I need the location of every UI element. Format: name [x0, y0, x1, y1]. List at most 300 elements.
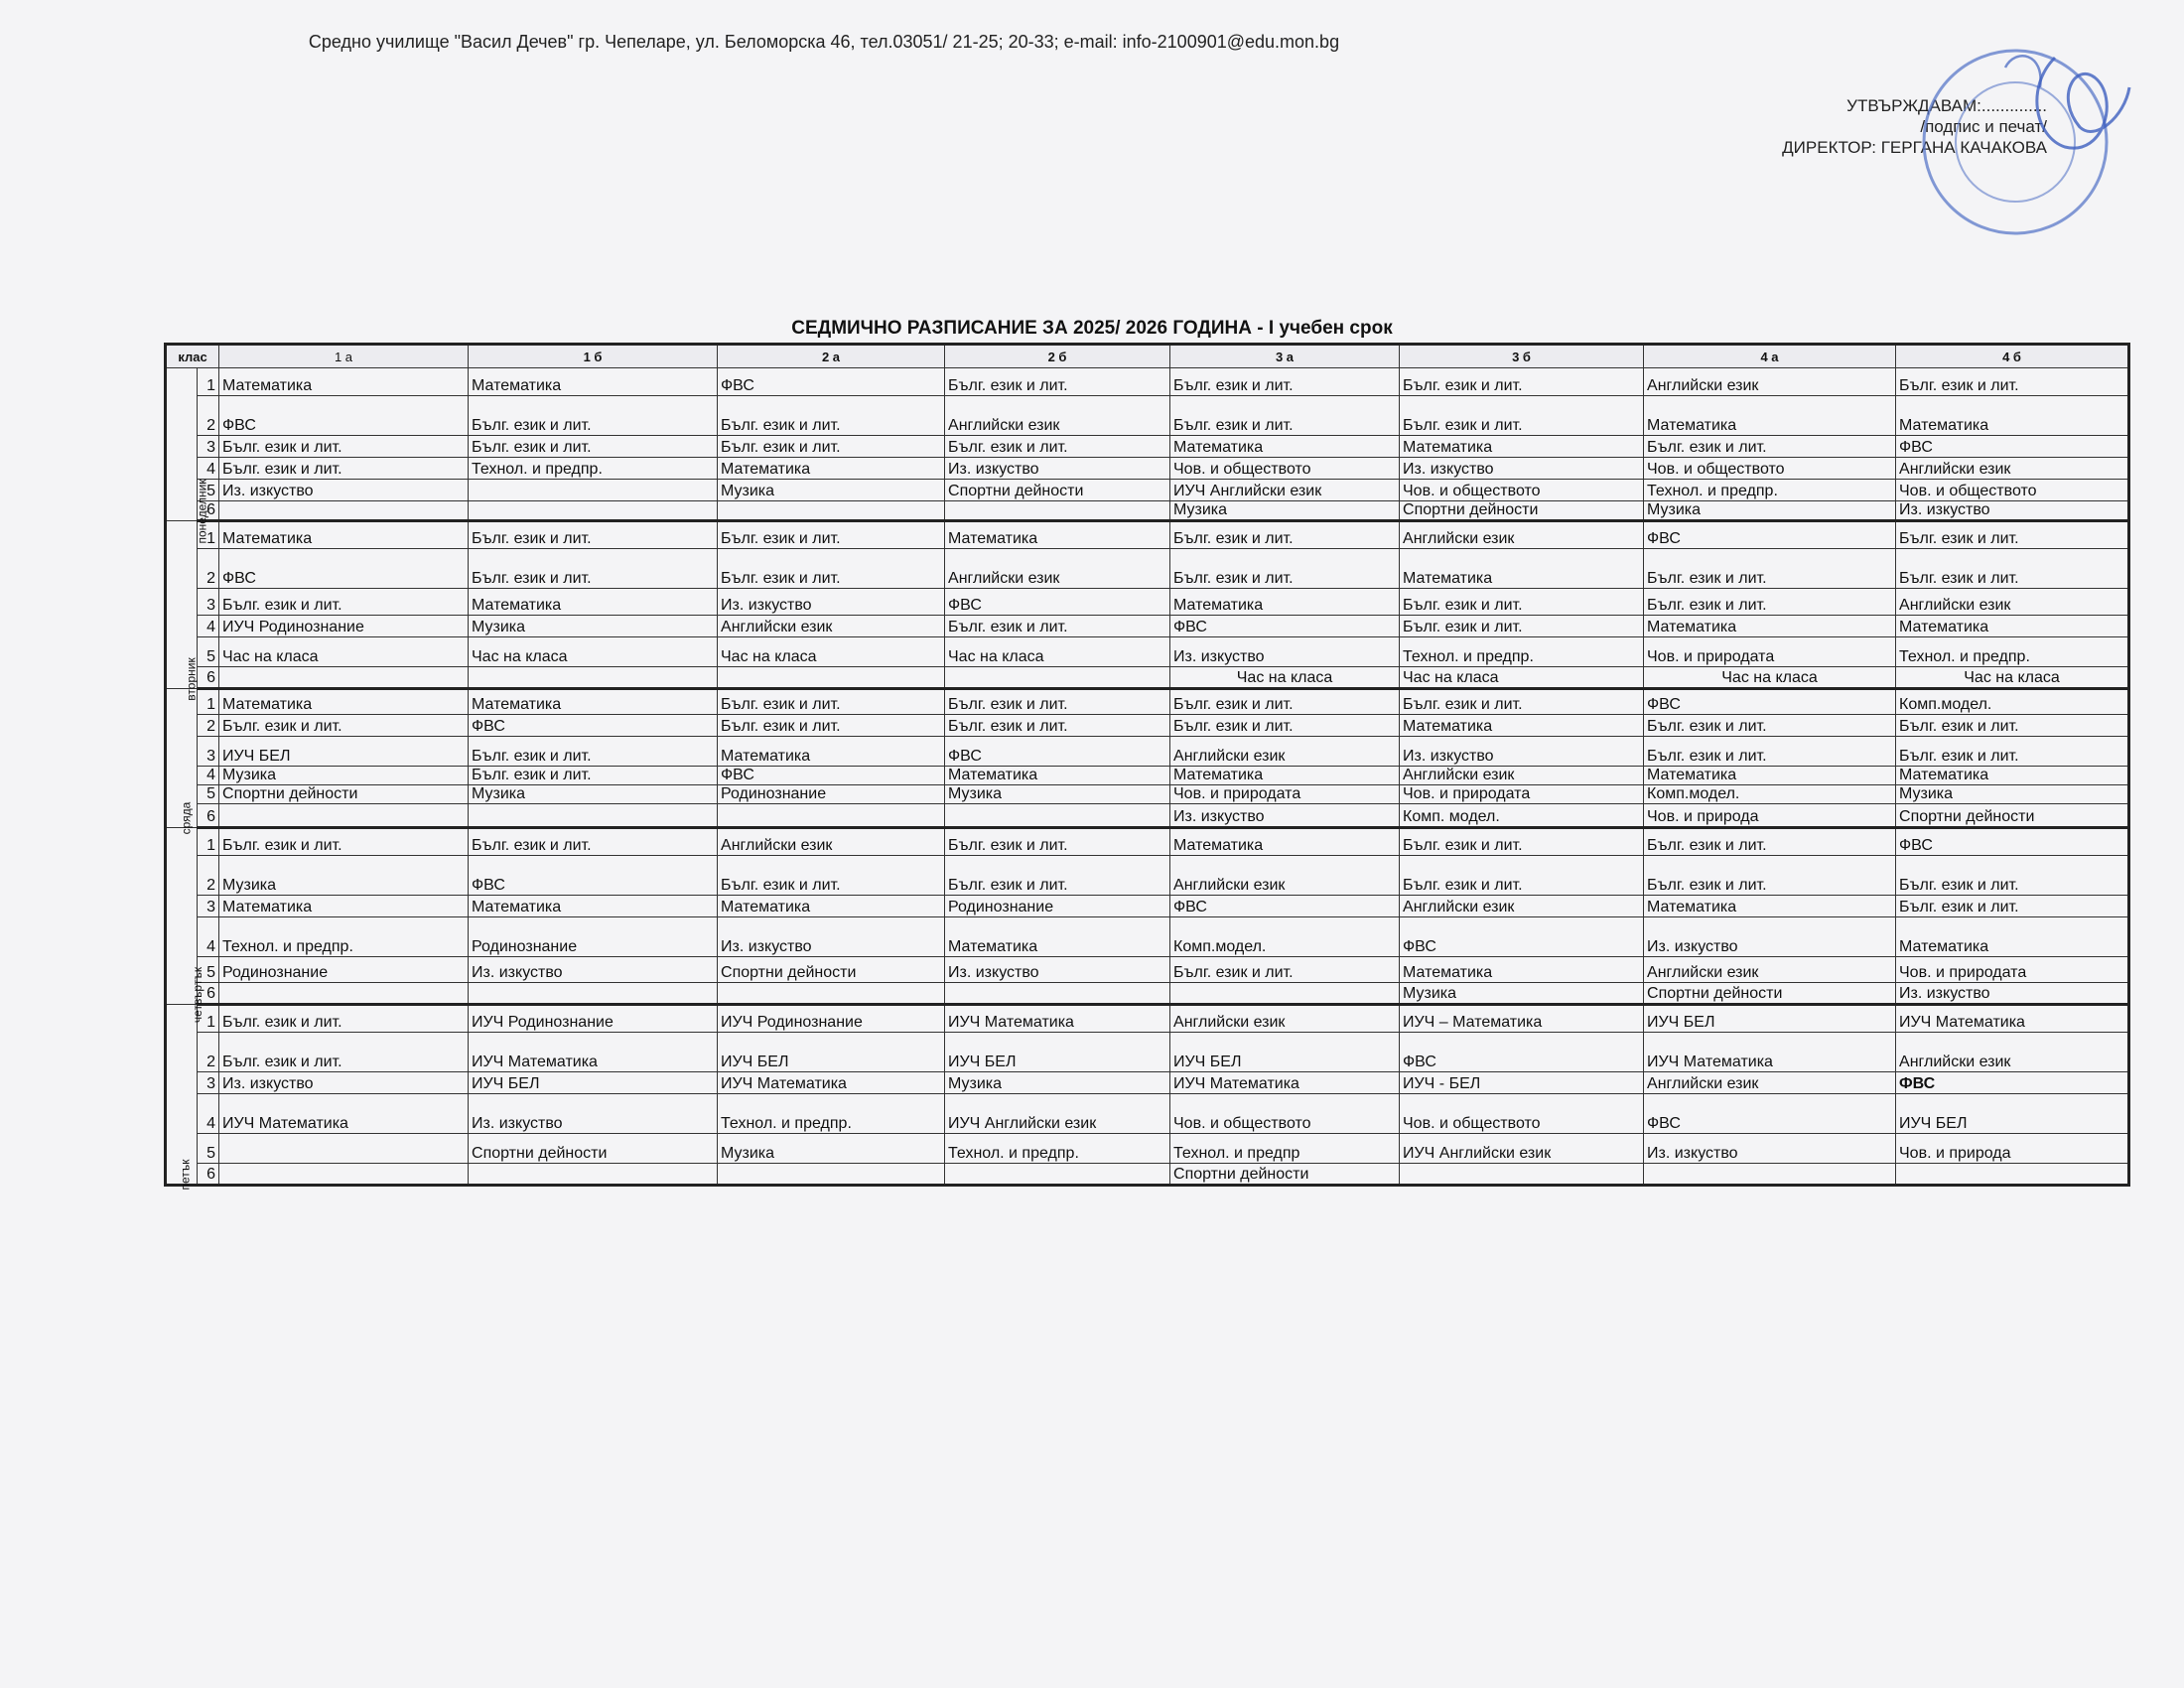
lesson-cell: Из. изкуство	[219, 1072, 469, 1094]
lesson-row	[166, 501, 2129, 521]
lesson-cell: Комп.модел.	[1896, 689, 2129, 715]
lesson-cell: ФВС	[1896, 828, 2129, 856]
lesson-cell: Музика	[219, 767, 469, 785]
lesson-cell: Технол. и предпр.	[1896, 637, 2129, 667]
lesson-row	[166, 549, 2129, 589]
lesson-row	[166, 1072, 2129, 1094]
day-label-cell	[166, 689, 198, 835]
lesson-cell: Родинознание	[469, 917, 718, 957]
lesson-cell: Чов. и природата	[1170, 785, 1400, 804]
header-row	[166, 345, 2129, 368]
lesson-row	[166, 637, 2129, 667]
lesson-cell: Бълг. език и лит.	[219, 589, 469, 616]
director-name: ДИРЕКТОР: ГЕРГАНА КАЧАКОВА	[1782, 138, 2047, 157]
lesson-cell: Музика	[718, 480, 945, 501]
lesson-row	[166, 1005, 2129, 1033]
lesson-cell: ФВС	[219, 549, 469, 589]
lesson-row	[166, 828, 2129, 856]
lesson-cell: Из. изкуство	[1644, 1134, 1896, 1164]
signature-icon	[2037, 58, 2129, 148]
lesson-cell: Бълг. език и лит.	[945, 616, 1170, 637]
lesson-cell: Английски език	[1644, 957, 1896, 983]
lesson-cell: ФВС	[1400, 917, 1644, 957]
lesson-cell: Математика	[1644, 767, 1896, 785]
lesson-row	[166, 458, 2129, 480]
lesson-cell: ФВС	[1896, 436, 2129, 458]
lesson-row	[166, 856, 2129, 896]
lesson-number: 1	[198, 368, 219, 396]
lesson-row	[166, 396, 2129, 436]
lesson-cell: ИУЧ – Математика	[1400, 1005, 1644, 1033]
lesson-number: 6	[198, 804, 219, 828]
lesson-cell: Из. изкуство	[219, 480, 469, 501]
lesson-cell: Из. изкуство	[945, 458, 1170, 480]
lesson-number: 3	[198, 1072, 219, 1094]
lesson-cell: Бълг. език и лит.	[718, 396, 945, 436]
lesson-cell: Бълг. език и лит.	[1644, 715, 1896, 737]
lesson-cell: Бълг. език и лит.	[219, 715, 469, 737]
lesson-cell: Музика	[1896, 785, 2129, 804]
lesson-cell: ИУЧ Английски език	[945, 1094, 1170, 1134]
lesson-cell	[219, 804, 469, 828]
lesson-cell: Бълг. език и лит.	[1896, 715, 2129, 737]
lesson-row	[166, 1033, 2129, 1072]
lesson-cell: Английски език	[1896, 589, 2129, 616]
lesson-cell: Бълг. език и лит.	[1896, 368, 2129, 396]
lesson-cell: Чов. и обществото	[1170, 1094, 1400, 1134]
lesson-cell: Бълг. език и лит.	[1170, 368, 1400, 396]
lesson-cell: Чов. и природата	[1644, 637, 1896, 667]
lesson-cell: ИУЧ Математика	[1170, 1072, 1400, 1094]
lesson-number: 2	[198, 396, 219, 436]
lesson-cell: Английски език	[1400, 767, 1644, 785]
lesson-cell: Математика	[469, 689, 718, 715]
lesson-cell: Родинознание	[945, 896, 1170, 917]
lesson-cell: Спортни дейности	[1896, 804, 2129, 828]
lesson-cell: Бълг. език и лит.	[1896, 856, 2129, 896]
lesson-row	[166, 667, 2129, 689]
lesson-cell: Английски език	[945, 396, 1170, 436]
lesson-number: 5	[198, 785, 219, 804]
lesson-cell: Математика	[1896, 396, 2129, 436]
lesson-cell: Бълг. език и лит.	[1170, 396, 1400, 436]
lesson-cell: Бълг. език и лит.	[1400, 589, 1644, 616]
lesson-cell: Бълг. език и лит.	[1896, 737, 2129, 767]
lesson-cell: Комп. модел.	[1400, 804, 1644, 828]
lesson-row	[166, 436, 2129, 458]
lesson-cell: Английски език	[1170, 1005, 1400, 1033]
signature-note: /подпис и печат/	[1920, 117, 2047, 136]
lesson-cell: Английски език	[1400, 896, 1644, 917]
lesson-row	[166, 1094, 2129, 1134]
lesson-cell: Музика	[1400, 983, 1644, 1005]
lesson-cell: Математика	[469, 589, 718, 616]
lesson-cell: ФВС	[1644, 1094, 1896, 1134]
lesson-cell: ФВС	[1170, 896, 1400, 917]
lesson-cell: Бълг. език и лит.	[1170, 549, 1400, 589]
lesson-cell	[219, 1164, 469, 1186]
corner-label: клас	[166, 345, 219, 368]
class-header: 2 а	[718, 345, 945, 368]
lesson-cell	[469, 983, 718, 1005]
lesson-row	[166, 957, 2129, 983]
lesson-cell: Бълг. език и лит.	[1644, 549, 1896, 589]
day-label-cell	[166, 368, 209, 544]
lesson-cell: Технол. и предпр.	[219, 917, 469, 957]
lesson-cell: Бълг. език и лит.	[219, 828, 469, 856]
lesson-cell: Математика	[945, 521, 1170, 549]
lesson-cell: Из. изкуство	[1896, 983, 2129, 1005]
lesson-number: 6	[198, 501, 219, 521]
day-label-cell	[166, 1005, 198, 1191]
lesson-number: 1	[198, 1005, 219, 1033]
lesson-cell: Математика	[718, 896, 945, 917]
lesson-cell: Чов. и обществото	[1644, 458, 1896, 480]
lesson-cell: Математика	[718, 458, 945, 480]
lesson-cell: Из. изкуство	[1170, 804, 1400, 828]
lesson-cell: ИУЧ Родинознание	[469, 1005, 718, 1033]
lesson-cell: ФВС	[219, 396, 469, 436]
lesson-number: 1	[198, 521, 219, 549]
lesson-cell: ИУЧ - БЕЛ	[1400, 1072, 1644, 1094]
lesson-cell: Из. изкуство	[469, 957, 718, 983]
lesson-cell: Комп.модел.	[1170, 917, 1400, 957]
lesson-cell: Бълг. език и лит.	[1644, 436, 1896, 458]
lesson-cell: ФВС	[469, 715, 718, 737]
day-label: сряда	[179, 801, 194, 835]
lesson-number: 1	[198, 828, 219, 856]
lesson-cell: ИУЧ Математика	[1644, 1033, 1896, 1072]
lesson-row	[166, 368, 2129, 396]
lesson-cell: Математика	[1644, 896, 1896, 917]
lesson-number: 2	[198, 715, 219, 737]
lesson-cell: Спортни дейности	[718, 957, 945, 983]
lesson-cell: Математика	[1400, 715, 1644, 737]
lesson-cell: Бълг. език и лит.	[718, 436, 945, 458]
lesson-cell	[945, 667, 1170, 689]
lesson-cell: Из. изкуство	[718, 589, 945, 616]
lesson-cell: Бълг. език и лит.	[1644, 737, 1896, 767]
lesson-number: 4	[198, 1094, 219, 1134]
lesson-cell: Бълг. език и лит.	[718, 715, 945, 737]
lesson-cell	[1644, 1164, 1896, 1186]
lesson-cell: ФВС	[1644, 521, 1896, 549]
lesson-number: 6	[198, 667, 219, 689]
class-header: 3 а	[1170, 345, 1400, 368]
day-label: четвъртък	[191, 966, 205, 1024]
lesson-cell: ФВС	[1400, 1033, 1644, 1072]
lesson-cell: Из. изкуство	[469, 1094, 718, 1134]
lesson-cell: ИУЧ Английски език	[1400, 1134, 1644, 1164]
lesson-cell: Бълг. език и лит.	[945, 828, 1170, 856]
lesson-number: 4	[198, 917, 219, 957]
school-stamp-icon	[1906, 28, 2134, 246]
lesson-cell: Час на класа	[1170, 667, 1400, 689]
lesson-cell	[945, 804, 1170, 828]
lesson-cell: ИУЧ БЕЛ	[469, 1072, 718, 1094]
lesson-cell	[718, 667, 945, 689]
schedule-title: СЕДМИЧНО РАЗПИСАНИЕ ЗА 2025/ 2026 ГОДИНА - I учебен срок	[791, 318, 1393, 339]
lesson-cell: Математика	[1170, 828, 1400, 856]
lesson-cell: Из. изкуство	[1400, 458, 1644, 480]
lesson-row	[166, 983, 2129, 1005]
class-header: 1 б	[469, 345, 718, 368]
lesson-cell	[718, 1164, 945, 1186]
lesson-row	[166, 917, 2129, 957]
class-header: 4 б	[1896, 345, 2129, 368]
lesson-cell: ИУЧ Математика	[718, 1072, 945, 1094]
lesson-cell: Технол. и предпр.	[1400, 637, 1644, 667]
lesson-cell: Спортни дейности	[1644, 983, 1896, 1005]
lesson-number: 3	[198, 589, 219, 616]
lesson-cell: Бълг. език и лит.	[1896, 896, 2129, 917]
lesson-cell: Бълг. език и лит.	[1400, 689, 1644, 715]
lesson-cell: Бълг. език и лит.	[945, 715, 1170, 737]
lesson-cell: ИУЧ БЕЛ	[945, 1033, 1170, 1072]
lesson-cell: Чов. и природа	[1896, 1134, 2129, 1164]
day-label-cell	[166, 521, 199, 701]
lesson-number: 4	[198, 616, 219, 637]
lesson-cell: Математика	[1896, 616, 2129, 637]
lesson-cell: Бълг. език и лит.	[219, 436, 469, 458]
lesson-number: 3	[198, 896, 219, 917]
lesson-cell: Технол. и предпр.	[469, 458, 718, 480]
lesson-cell: Бълг. език и лит.	[1896, 549, 2129, 589]
lesson-cell: Чов. и природата	[1896, 957, 2129, 983]
lesson-cell: Математика	[1170, 767, 1400, 785]
lesson-row	[166, 1164, 2129, 1186]
lesson-cell: Бълг. език и лит.	[718, 549, 945, 589]
lesson-cell: Математика	[219, 368, 469, 396]
lesson-cell: ИУЧ Родинознание	[219, 616, 469, 637]
lesson-cell: Бълг. език и лит.	[1400, 368, 1644, 396]
lesson-cell: Музика	[945, 785, 1170, 804]
lesson-cell: Музика	[469, 785, 718, 804]
lesson-cell	[945, 501, 1170, 521]
lesson-cell: Бълг. език и лит.	[1644, 589, 1896, 616]
lesson-cell: Математика	[219, 896, 469, 917]
lesson-number: 6	[198, 1164, 219, 1186]
lesson-cell: Математика	[1896, 767, 2129, 785]
lesson-cell: Родинознание	[219, 957, 469, 983]
lesson-cell	[219, 1134, 469, 1164]
day-label-cell	[166, 828, 205, 1024]
lesson-cell: Из. изкуство	[1400, 737, 1644, 767]
lesson-cell: Бълг. език и лит.	[718, 856, 945, 896]
lesson-cell: Бълг. език и лит.	[1644, 856, 1896, 896]
lesson-cell: Чов. и природа	[1644, 804, 1896, 828]
lesson-cell: Математика	[1644, 616, 1896, 637]
lesson-cell: Бълг. език и лит.	[219, 458, 469, 480]
lesson-cell: Английски език	[1400, 521, 1644, 549]
lesson-cell	[469, 480, 718, 501]
lesson-row	[166, 616, 2129, 637]
approval-label: УТВЪРЖДАВАМ:..............	[1846, 96, 2047, 115]
lesson-cell: Из. изкуство	[718, 917, 945, 957]
lesson-cell: Музика	[219, 856, 469, 896]
lesson-cell: Математика	[1644, 396, 1896, 436]
lesson-number: 4	[198, 458, 219, 480]
lesson-cell: ФВС	[469, 856, 718, 896]
lesson-cell: Бълг. език и лит.	[945, 689, 1170, 715]
lesson-cell: Бълг. език и лит.	[718, 521, 945, 549]
lesson-cell: Технол. и предпр.	[945, 1134, 1170, 1164]
lesson-cell: Математика	[1170, 436, 1400, 458]
lesson-row	[166, 715, 2129, 737]
lesson-cell: Чов. и обществото	[1896, 480, 2129, 501]
lesson-cell: Час на класа	[945, 637, 1170, 667]
lesson-cell: ИУЧ Английски език	[1170, 480, 1400, 501]
lesson-cell: Бълг. език и лит.	[1170, 689, 1400, 715]
lesson-cell: Музика	[718, 1134, 945, 1164]
lesson-cell: Технол. и предпр	[1170, 1134, 1400, 1164]
lesson-cell: Бълг. език и лит.	[1400, 616, 1644, 637]
lesson-cell: Комп.модел.	[1644, 785, 1896, 804]
lesson-cell: Английски език	[718, 616, 945, 637]
lesson-cell: ФВС	[718, 767, 945, 785]
lesson-cell: Из. изкуство	[1644, 917, 1896, 957]
lesson-number: 2	[198, 549, 219, 589]
lesson-cell: ИУЧ БЕЛ	[718, 1033, 945, 1072]
lesson-cell: Английски език	[1896, 458, 2129, 480]
lesson-cell: Бълг. език и лит.	[469, 737, 718, 767]
lesson-cell	[469, 1164, 718, 1186]
lesson-cell: Бълг. език и лит.	[469, 521, 718, 549]
lesson-cell: Бълг. език и лит.	[945, 436, 1170, 458]
lesson-cell: Математика	[718, 737, 945, 767]
lesson-number: 2	[198, 1033, 219, 1072]
lesson-number: 1	[198, 689, 219, 715]
lesson-row	[166, 689, 2129, 715]
lesson-cell	[1896, 1164, 2129, 1186]
lesson-cell: Бълг. език и лит.	[718, 689, 945, 715]
lesson-cell: Математика	[1400, 957, 1644, 983]
lesson-row	[166, 589, 2129, 616]
lesson-number: 5	[198, 480, 219, 501]
lesson-cell: Математика	[469, 896, 718, 917]
lesson-cell: Из. изкуство	[1170, 637, 1400, 667]
lesson-cell	[469, 667, 718, 689]
lesson-cell: Математика	[945, 917, 1170, 957]
lesson-cell: Английски език	[718, 828, 945, 856]
day-label: вторник	[184, 657, 199, 701]
lesson-cell: Английски език	[1896, 1033, 2129, 1072]
lesson-cell: ИУЧ Родинознание	[718, 1005, 945, 1033]
lesson-cell: Из. изкуство	[945, 957, 1170, 983]
class-header: 1 а	[219, 345, 469, 368]
lesson-cell: Чов. и обществото	[1400, 480, 1644, 501]
lesson-cell: Час на класа	[219, 637, 469, 667]
lesson-cell	[718, 501, 945, 521]
class-header: 2 б	[945, 345, 1170, 368]
lesson-cell: Час на класа	[718, 637, 945, 667]
lesson-cell: ИУЧ Математика	[219, 1094, 469, 1134]
lesson-cell: ФВС	[718, 368, 945, 396]
lesson-cell: Технол. и предпр.	[718, 1094, 945, 1134]
schedule-table	[164, 343, 2130, 1191]
lesson-cell: Английски език	[1170, 737, 1400, 767]
lesson-cell	[219, 983, 469, 1005]
lesson-cell: Бълг. език и лит.	[1170, 521, 1400, 549]
lesson-number: 3	[198, 436, 219, 458]
lesson-cell: Бълг. език и лит.	[469, 396, 718, 436]
lesson-number: 2	[198, 856, 219, 896]
lesson-cell: Чов. и обществото	[1170, 458, 1400, 480]
lesson-cell: Чов. и обществото	[1400, 1094, 1644, 1134]
lesson-number: 5	[198, 957, 219, 983]
lesson-cell: ИУЧ Математика	[469, 1033, 718, 1072]
lesson-row	[166, 767, 2129, 785]
lesson-row	[166, 521, 2129, 549]
lesson-cell: Родинознание	[718, 785, 945, 804]
lesson-cell: Бълг. език и лит.	[219, 1033, 469, 1072]
lesson-cell: Музика	[945, 1072, 1170, 1094]
lesson-cell: Бълг. език и лит.	[219, 1005, 469, 1033]
lesson-cell: Математика	[219, 521, 469, 549]
lesson-cell: Спортни дейности	[945, 480, 1170, 501]
lesson-row	[166, 737, 2129, 767]
lesson-row	[166, 804, 2129, 828]
lesson-cell: Бълг. език и лит.	[1170, 715, 1400, 737]
lesson-cell	[718, 983, 945, 1005]
lesson-cell	[469, 804, 718, 828]
lesson-cell: ФВС	[945, 589, 1170, 616]
lesson-row	[166, 896, 2129, 917]
lesson-number: 5	[198, 1134, 219, 1164]
lesson-cell: Английски език	[1170, 856, 1400, 896]
lesson-cell: Час на класа	[1400, 667, 1644, 689]
lesson-cell: Музика	[1644, 501, 1896, 521]
class-header: 4 а	[1644, 345, 1896, 368]
lesson-cell: Математика	[219, 689, 469, 715]
lesson-cell: Бълг. език и лит.	[1400, 828, 1644, 856]
lesson-cell: Бълг. език и лит.	[945, 368, 1170, 396]
lesson-cell: Спортни дейности	[469, 1134, 718, 1164]
lesson-cell: Спортни дейности	[1170, 1164, 1400, 1186]
lesson-cell: Бълг. език и лит.	[1400, 856, 1644, 896]
lesson-cell: Музика	[469, 616, 718, 637]
lesson-cell: Бълг. език и лит.	[1644, 828, 1896, 856]
lesson-cell: Математика	[469, 368, 718, 396]
schedule-body	[166, 368, 2129, 1191]
day-label: петък	[178, 1159, 193, 1191]
lesson-cell: Спортни дейности	[219, 785, 469, 804]
lesson-cell: ИУЧ БЕЛ	[219, 737, 469, 767]
lesson-cell: Бълг. език и лит.	[469, 549, 718, 589]
lesson-number: 4	[198, 767, 219, 785]
lesson-cell: Математика	[945, 767, 1170, 785]
lesson-cell	[1400, 1164, 1644, 1186]
lesson-number: 5	[198, 637, 219, 667]
lesson-cell: ИУЧ Математика	[1896, 1005, 2129, 1033]
lesson-cell: Математика	[1170, 589, 1400, 616]
lesson-cell: Музика	[1170, 501, 1400, 521]
lesson-cell	[945, 1164, 1170, 1186]
lesson-cell: Бълг. език и лит.	[1896, 521, 2129, 549]
lesson-row	[166, 1134, 2129, 1164]
lesson-cell: Бълг. език и лит.	[1170, 957, 1400, 983]
lesson-cell	[945, 983, 1170, 1005]
lesson-cell	[219, 667, 469, 689]
lesson-cell: ИУЧ БЕЛ	[1644, 1005, 1896, 1033]
lesson-cell: Математика	[1400, 436, 1644, 458]
lesson-cell: Чов. и природата	[1400, 785, 1644, 804]
lesson-cell: Час на класа	[1896, 667, 2129, 689]
lesson-cell: Технол. и предпр.	[1644, 480, 1896, 501]
lesson-cell	[1170, 983, 1400, 1005]
lesson-cell: ФВС	[1896, 1072, 2129, 1094]
lesson-cell: ИУЧ БЕЛ	[1170, 1033, 1400, 1072]
